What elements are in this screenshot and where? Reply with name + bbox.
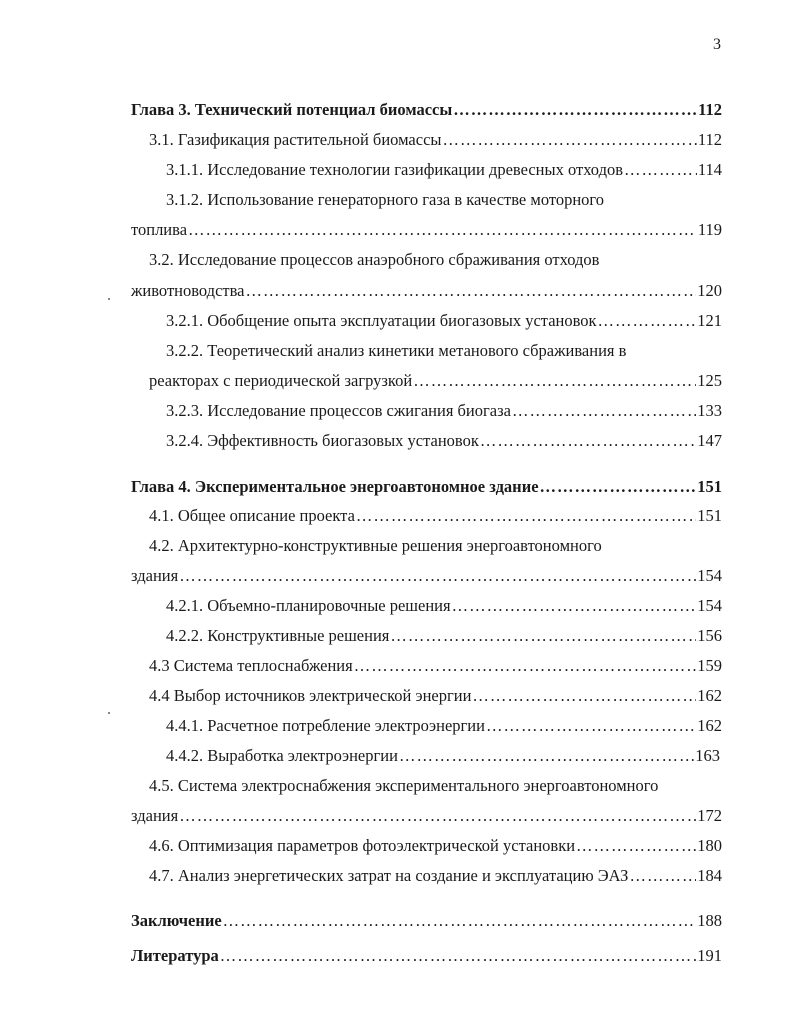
toc-entry-page: 180 — [697, 836, 722, 855]
toc-section-3-1-2 — [131, 222, 722, 239]
toc-section-3-2-2-line1: 3.2.2. Теоретический анализ кинетики метанового сбраживания в — [166, 341, 627, 360]
toc-leader — [452, 598, 697, 615]
toc-entry-title: 3.1. Газификация растительной биомассы — [149, 130, 442, 149]
toc-section-3-1-1 — [166, 162, 722, 179]
toc-entry-page: 188 — [697, 911, 722, 930]
toc-section-4-1 — [149, 508, 722, 525]
toc-entry-page: 121 — [697, 311, 722, 330]
toc-leader — [354, 658, 697, 675]
toc-entry-title: реакторах с периодической загрузкой — [149, 371, 413, 390]
toc-entry-page: 120 — [697, 281, 722, 300]
toc-leader — [486, 718, 696, 735]
toc-entry-page: 191 — [697, 946, 722, 965]
toc-entry-title: животноводства — [131, 281, 245, 300]
toc-entry-page: 112 — [697, 130, 722, 149]
toc-entry-title: 4.4.1. Расчетное потребление электроэнергии — [166, 716, 485, 735]
toc-section-3-2-line1: 3.2. Исследование процессов анаэробного сбраживания отходов — [149, 250, 600, 269]
toc-entry-page: 162 — [697, 686, 722, 705]
toc-section-3-2 — [131, 283, 722, 300]
toc-entry-title: 4.7. Анализ энергетических затрат на создание и эксплуатацию ЭАЗ — [149, 866, 629, 885]
toc-leader — [246, 283, 697, 300]
toc-entry-title: Глава 3. Технический потенциал биомассы — [131, 100, 453, 119]
toc-section-3-2-2 — [149, 373, 722, 390]
toc-entry-title: Глава 4. Экспериментальное энергоавтономное здание — [131, 477, 539, 496]
toc-section-4-2-line1: 4.2. Архитектурно-конструктивные решения энергоавтономного — [149, 536, 602, 555]
toc-leader — [480, 433, 696, 450]
toc-entry-page: 125 — [697, 371, 722, 390]
toc-entry-title: 3.2.4. Эффективность биогазовых установок — [166, 431, 479, 450]
toc-entry-page: 151 — [697, 477, 722, 496]
toc-entry-title: 4.6. Оптимизация параметров фотоэлектрической установки — [149, 836, 576, 855]
toc-leader — [472, 688, 696, 705]
toc-leader — [576, 838, 696, 855]
toc-section-4-2-1 — [166, 598, 722, 615]
toc-leader — [512, 403, 696, 420]
toc-leader — [624, 162, 697, 179]
toc-section-4-3 — [149, 658, 722, 675]
toc-section-4-5-line1: 4.5. Система электроснабжения экспериментального энергоавтономного — [149, 776, 659, 795]
toc-leader — [179, 568, 696, 585]
toc-leader — [453, 102, 697, 119]
toc-section-4-4-2 — [166, 748, 720, 765]
toc-literature — [131, 948, 722, 965]
toc-entry-page: 147 — [697, 431, 722, 450]
toc-entry-title: Заключение — [131, 911, 222, 930]
toc-leader — [179, 808, 696, 825]
toc-section-4-5 — [131, 808, 722, 825]
toc-leader — [413, 373, 696, 390]
toc-entry-title: 4.3 Система теплоснабжения — [149, 656, 353, 675]
toc-entry-page: 151 — [697, 506, 722, 525]
toc-leader — [188, 222, 697, 239]
toc-entry-title: 4.4 Выбор источников электрической энергии — [149, 686, 472, 705]
toc-section-3-1-2-line1: 3.1.2. Использование генераторного газа в качестве моторного — [166, 190, 605, 209]
toc-entry-page: 159 — [697, 656, 722, 675]
toc-entry-page: 154 — [697, 566, 722, 585]
toc-entry-title: 3.1.1. Исследование технологии газификации древесных отходов — [166, 160, 624, 179]
toc-section-4-2 — [131, 568, 722, 585]
toc-leader — [220, 948, 696, 965]
toc-leader — [598, 313, 697, 330]
toc-section-4-7 — [149, 868, 722, 885]
toc-leader — [540, 479, 697, 496]
toc-section-4-4-1 — [166, 718, 722, 735]
toc-entry-title: здания — [131, 806, 179, 825]
toc-entry-page: 172 — [697, 806, 722, 825]
toc-entry-title: 3.2.3. Исследование процессов сжигания биогаза — [166, 401, 511, 420]
toc-entry-page: 163 — [695, 746, 720, 765]
toc-entry-title: 4.4.2. Выработка электроэнергии — [166, 746, 398, 765]
toc-entry-page: 156 — [697, 626, 722, 645]
toc-entry-title: 4.1. Общее описание проекта — [149, 506, 355, 525]
page-number: 3 — [713, 36, 721, 53]
toc-leader — [399, 748, 694, 765]
toc-section-3-2-4 — [166, 433, 722, 450]
toc-entry-page: 184 — [697, 866, 722, 885]
toc-entry-title: топлива — [131, 220, 188, 239]
toc-section-4-6 — [149, 838, 722, 855]
toc-entry-title: 4.2.1. Объемно-планировочные решения — [166, 596, 451, 615]
toc-leader — [442, 132, 696, 149]
toc-entry-page: 119 — [697, 220, 722, 239]
toc-leader — [629, 868, 696, 885]
toc-section-4-2-2 — [166, 628, 722, 645]
toc-leader — [390, 628, 696, 645]
scan-speck — [108, 298, 110, 300]
scan-speck — [108, 712, 110, 714]
toc-chapter-3 — [131, 102, 722, 119]
toc-entry-page: 154 — [697, 596, 722, 615]
toc-entry-title: здания — [131, 566, 179, 585]
toc-entry-title: Литература — [131, 946, 219, 965]
toc-section-3-2-1 — [166, 313, 722, 330]
toc-entry-page: 133 — [697, 401, 722, 420]
toc-entry-page: 114 — [697, 160, 722, 179]
toc-entry-page: 162 — [697, 716, 722, 735]
toc-section-4-4 — [149, 688, 722, 705]
toc-entry-page: 112 — [698, 100, 722, 119]
toc-section-3-1 — [149, 132, 722, 149]
toc-entry-title: 3.2.1. Обобщение опыта эксплуатации биогазовых установок — [166, 311, 597, 330]
toc-leader — [356, 508, 696, 525]
toc-leader — [223, 913, 697, 930]
toc-chapter-4 — [131, 479, 722, 496]
toc-section-3-2-3 — [166, 403, 722, 420]
toc-conclusion — [131, 913, 722, 930]
toc-entry-title: 4.2.2. Конструктивные решения — [166, 626, 390, 645]
